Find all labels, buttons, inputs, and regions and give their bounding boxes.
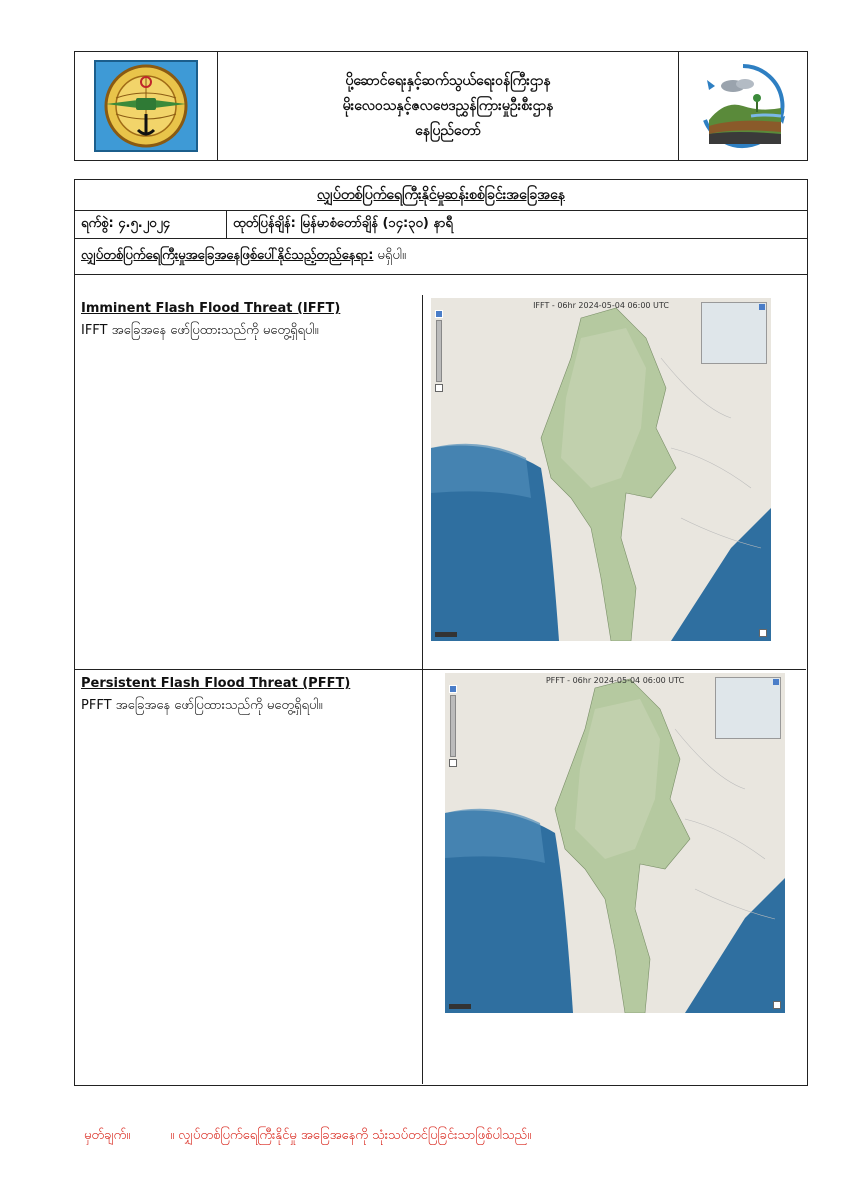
zoom-slider[interactable] — [450, 695, 456, 757]
area-row — [75, 239, 807, 275]
note-text: ။ လျှပ်တစ်ပြက်ရေကြီးနိုင်မှု အခြေအနေကို သုံးသပ်တင်ပြခြင်းသာဖြစ်ပါသည်။ — [170, 1128, 532, 1143]
ifft-section — [75, 295, 806, 670]
pfft-section — [75, 670, 806, 1084]
table-title: လျှပ်တစ်ပြက်ရေကြီးနိုင်မှုဆန်းစစ်ခြင်းအခြေအနေ — [75, 180, 807, 211]
ifft-map — [431, 298, 771, 641]
inset-toggle-icon[interactable] — [759, 304, 765, 310]
inset-toggle-icon[interactable] — [773, 679, 779, 685]
footer-note — [84, 1127, 531, 1146]
date-cell: ရက်စွဲ: ၄.၅.၂၀၂၄ — [75, 211, 227, 238]
zoom-in-icon[interactable] — [435, 310, 443, 318]
zoom-out-icon[interactable] — [449, 759, 457, 767]
ifft-scale-bar — [435, 632, 457, 637]
pfft-zoom-control[interactable] — [449, 685, 457, 767]
zoom-in-icon[interactable] — [449, 685, 457, 693]
ministry-titles — [218, 52, 678, 160]
ifft-description: IFFT အခြေအနေ ဖော်ပြထားသည်ကို မတွေ့ရှိရပါ။ — [81, 323, 319, 338]
pfft-map — [445, 673, 785, 1013]
logo-right — [678, 52, 807, 160]
ifft-text-cell — [75, 295, 423, 669]
area-value: မရှိပါ။ — [377, 248, 406, 263]
note-label: မှတ်ချက်။ — [84, 1128, 131, 1143]
ifft-heading: Imminent Flash Flood Threat (IFFT) — [81, 301, 341, 316]
ifft-zoom-control[interactable] — [435, 310, 443, 392]
zoom-out-icon[interactable] — [435, 384, 443, 392]
logo-left — [75, 52, 218, 160]
ifft-map-label: IFFT - 06hr 2024-05-04 06:00 UTC — [533, 301, 669, 310]
flash-flood-assessment-table — [74, 179, 808, 1086]
issue-time-cell: ထုတ်ပြန်ချိန်: မြန်မာစံတော်ချိန် (၁၄:၃၀) နာရီ — [233, 216, 453, 231]
ministry-name: ပို့ဆောင်ရေးနှင့်ဆက်သွယ်ရေးဝန်ကြီးဌာန — [345, 72, 551, 89]
city-name: နေပြည်တော် — [415, 122, 481, 139]
ifft-overview-inset — [701, 302, 767, 364]
hydrology-cycle-icon — [695, 60, 791, 152]
pfft-text-cell — [75, 670, 423, 1084]
ifft-map-cell — [423, 295, 806, 669]
zoom-slider[interactable] — [436, 320, 442, 382]
document-header — [74, 51, 808, 161]
area-label: လျှပ်တစ်ပြက်ရေကြီးမှုအခြေအနေဖြစ်ပေါ်နိုင်သည့်တည်နေရာ: — [81, 248, 374, 263]
ifft-fullscreen-icon[interactable] — [759, 629, 767, 637]
pfft-scale-bar — [449, 1004, 471, 1009]
pfft-map-cell — [423, 670, 806, 1084]
pfft-map-label: PFFT - 06hr 2024-05-04 06:00 UTC — [545, 676, 685, 685]
pfft-fullscreen-icon[interactable] — [773, 1001, 781, 1009]
pfft-description: PFFT အခြေအနေ ဖော်ပြထားသည်ကို မတွေ့ရှိရပါ။ — [81, 698, 323, 713]
pfft-heading: Persistent Flash Flood Threat (PFFT) — [81, 676, 351, 691]
pfft-overview-inset — [715, 677, 781, 739]
date-row — [75, 211, 807, 239]
ministry-emblem-icon — [94, 60, 198, 152]
department-name: မိုးလေဝသနှင့်ဇလဗေဒညွှန်ကြားမှုဦးစီးဌာန — [342, 97, 554, 114]
